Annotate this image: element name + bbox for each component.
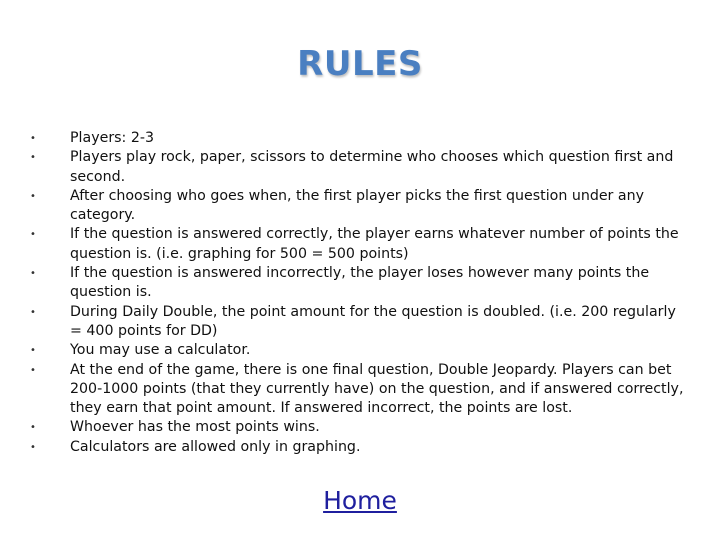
- bullet-icon: •: [30, 441, 36, 453]
- rule-text: At the end of the game, there is one final question, Double Jeopardy. Players can bet 200-1000 points (that they currently have) on the question, and if answered correctly, they earn that point amount. If answered incorrect, the points are lost.: [70, 361, 684, 417]
- rule-text: You may use a calculator.: [70, 342, 251, 359]
- rule-item: [30, 148, 690, 187]
- bullet-icon: •: [30, 345, 36, 357]
- rule-text: During Daily Double, the point amount for the question is doubled. (i.e. 200 regularly = 400 points for DD): [70, 303, 676, 339]
- bullet-icon: •: [30, 229, 36, 241]
- rule-text: If the question is answered correctly, the player earns whatever number of points the question is. (i.e. graphing for 500 = 500 points): [70, 226, 679, 262]
- bullet-icon: •: [30, 133, 36, 144]
- bullet-icon: •: [30, 306, 36, 318]
- bullet-icon: •: [30, 422, 36, 434]
- rule-text: Calculators are allowed only in graphing.: [70, 438, 361, 455]
- rule-text: Whoever has the most points wins.: [70, 419, 320, 436]
- home-link[interactable]: Home: [323, 486, 397, 515]
- home-link-container: [0, 486, 720, 515]
- rule-item: [30, 129, 690, 148]
- rule-text: If the question is answered incorrectly, the player loses however many points the question is.: [70, 265, 650, 301]
- rule-item: [30, 361, 690, 419]
- bullet-icon: •: [30, 190, 36, 202]
- bullet-icon: •: [30, 268, 36, 280]
- rule-item: [30, 225, 690, 264]
- rule-item: [30, 264, 690, 303]
- rule-text: Players play rock, paper, scissors to determine who chooses which question first and second.: [70, 149, 674, 185]
- rule-text: After choosing who goes when, the first player picks the first question under any category.: [70, 187, 644, 224]
- bullet-icon: •: [30, 152, 36, 164]
- rule-item: [30, 341, 690, 360]
- rule-text: Players: 2-3: [70, 130, 155, 146]
- rule-item: [30, 418, 690, 437]
- bullet-icon: •: [30, 364, 36, 376]
- rule-item: [30, 438, 690, 457]
- slide-title: RULES: [297, 44, 423, 84]
- rule-item: [30, 187, 690, 226]
- rules-list: [30, 129, 690, 457]
- rule-item: [30, 303, 690, 342]
